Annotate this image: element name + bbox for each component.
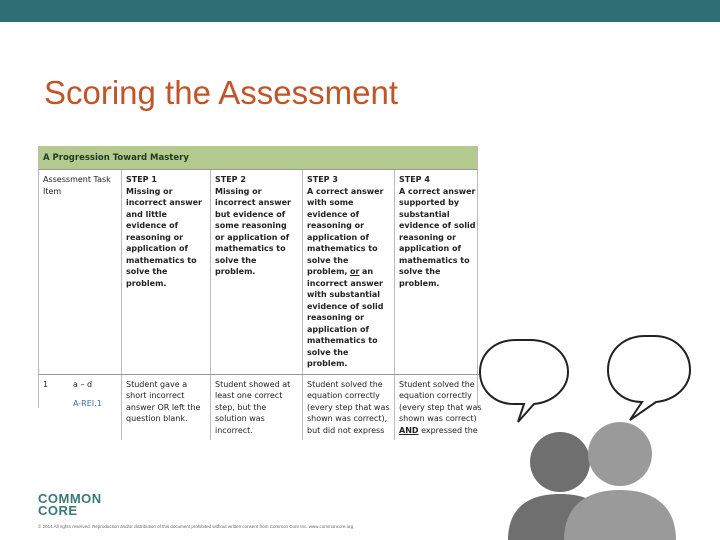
step3-text-a: A correct answer with some evidence of reasoning or application of mathematics to solve the problem, [307,186,384,276]
speech-bubble-left-icon [480,340,568,422]
step1-label: STEP 1 [126,175,157,184]
item-number: 1 [43,379,49,389]
rubric-table [39,170,487,440]
item-step4-text-b: expressed the [421,425,478,435]
item-standard: A-REI.1 [73,399,102,408]
item-step4-and: AND [399,425,419,435]
copyright-footer: © 2014 All rights reserved. Reproduction and/or distribution of this document prohibited without written consent from Common Core Inc. www.commoncore.org [38,524,354,529]
step2-header-cell [211,170,303,374]
progression-table [38,146,482,435]
item-cell [39,374,122,440]
discussion-people-illustration [480,330,720,540]
step3-label: STEP 3 [307,175,338,184]
step4-header-cell [395,170,488,374]
step3-header-cell [303,170,395,374]
item-step4-cell [395,374,488,440]
table-header-row [39,170,487,374]
speech-bubble-right-icon [608,336,690,420]
table-row [39,374,487,440]
logo-line1: COMMON [38,491,102,506]
step1-text: Missing or incorrect answer and little evidence of reasoning or application of mathematics to solve the problem. [126,186,202,288]
step3-text-b: an incorrect answer with substantial evidence of solid reasoning or application of mathematics to solve the problem. [307,267,384,368]
slide-title: Scoring the Assessment [44,74,399,111]
item-part: a – d [73,379,93,389]
top-accent-bar [0,0,720,22]
table-heading: A Progression Toward Mastery [39,146,477,170]
step1-header-cell [122,170,211,374]
assessment-task-item-cell: Assessment Task Item [39,170,122,374]
common-core-logo [38,493,102,517]
step2-label: STEP 2 [215,175,246,184]
item-step1-cell: Student gave a short incorrect answer OR left the question blank. [122,374,211,440]
step4-text: A correct answer supported by substantial evidence of solid reasoning or application of mathematics to solve the problem. [399,186,476,288]
item-step3-cell: Student solved the equation correctly (every step that was shown was correct), but did not express [303,374,395,440]
step3-or: or [349,267,360,276]
step2-text: Missing or incorrect answer but evidence of some reasoning or application of mathematics to solve the problem. [215,186,291,276]
item-step4-text-a: Student solved the equation correctly (every step that was shown was correct) [399,379,482,423]
logo-line2: CORE [38,503,78,518]
item-step2-cell: Student showed at least one correct step, but the solution was incorrect. [211,374,303,440]
step4-label: STEP 4 [399,175,430,184]
